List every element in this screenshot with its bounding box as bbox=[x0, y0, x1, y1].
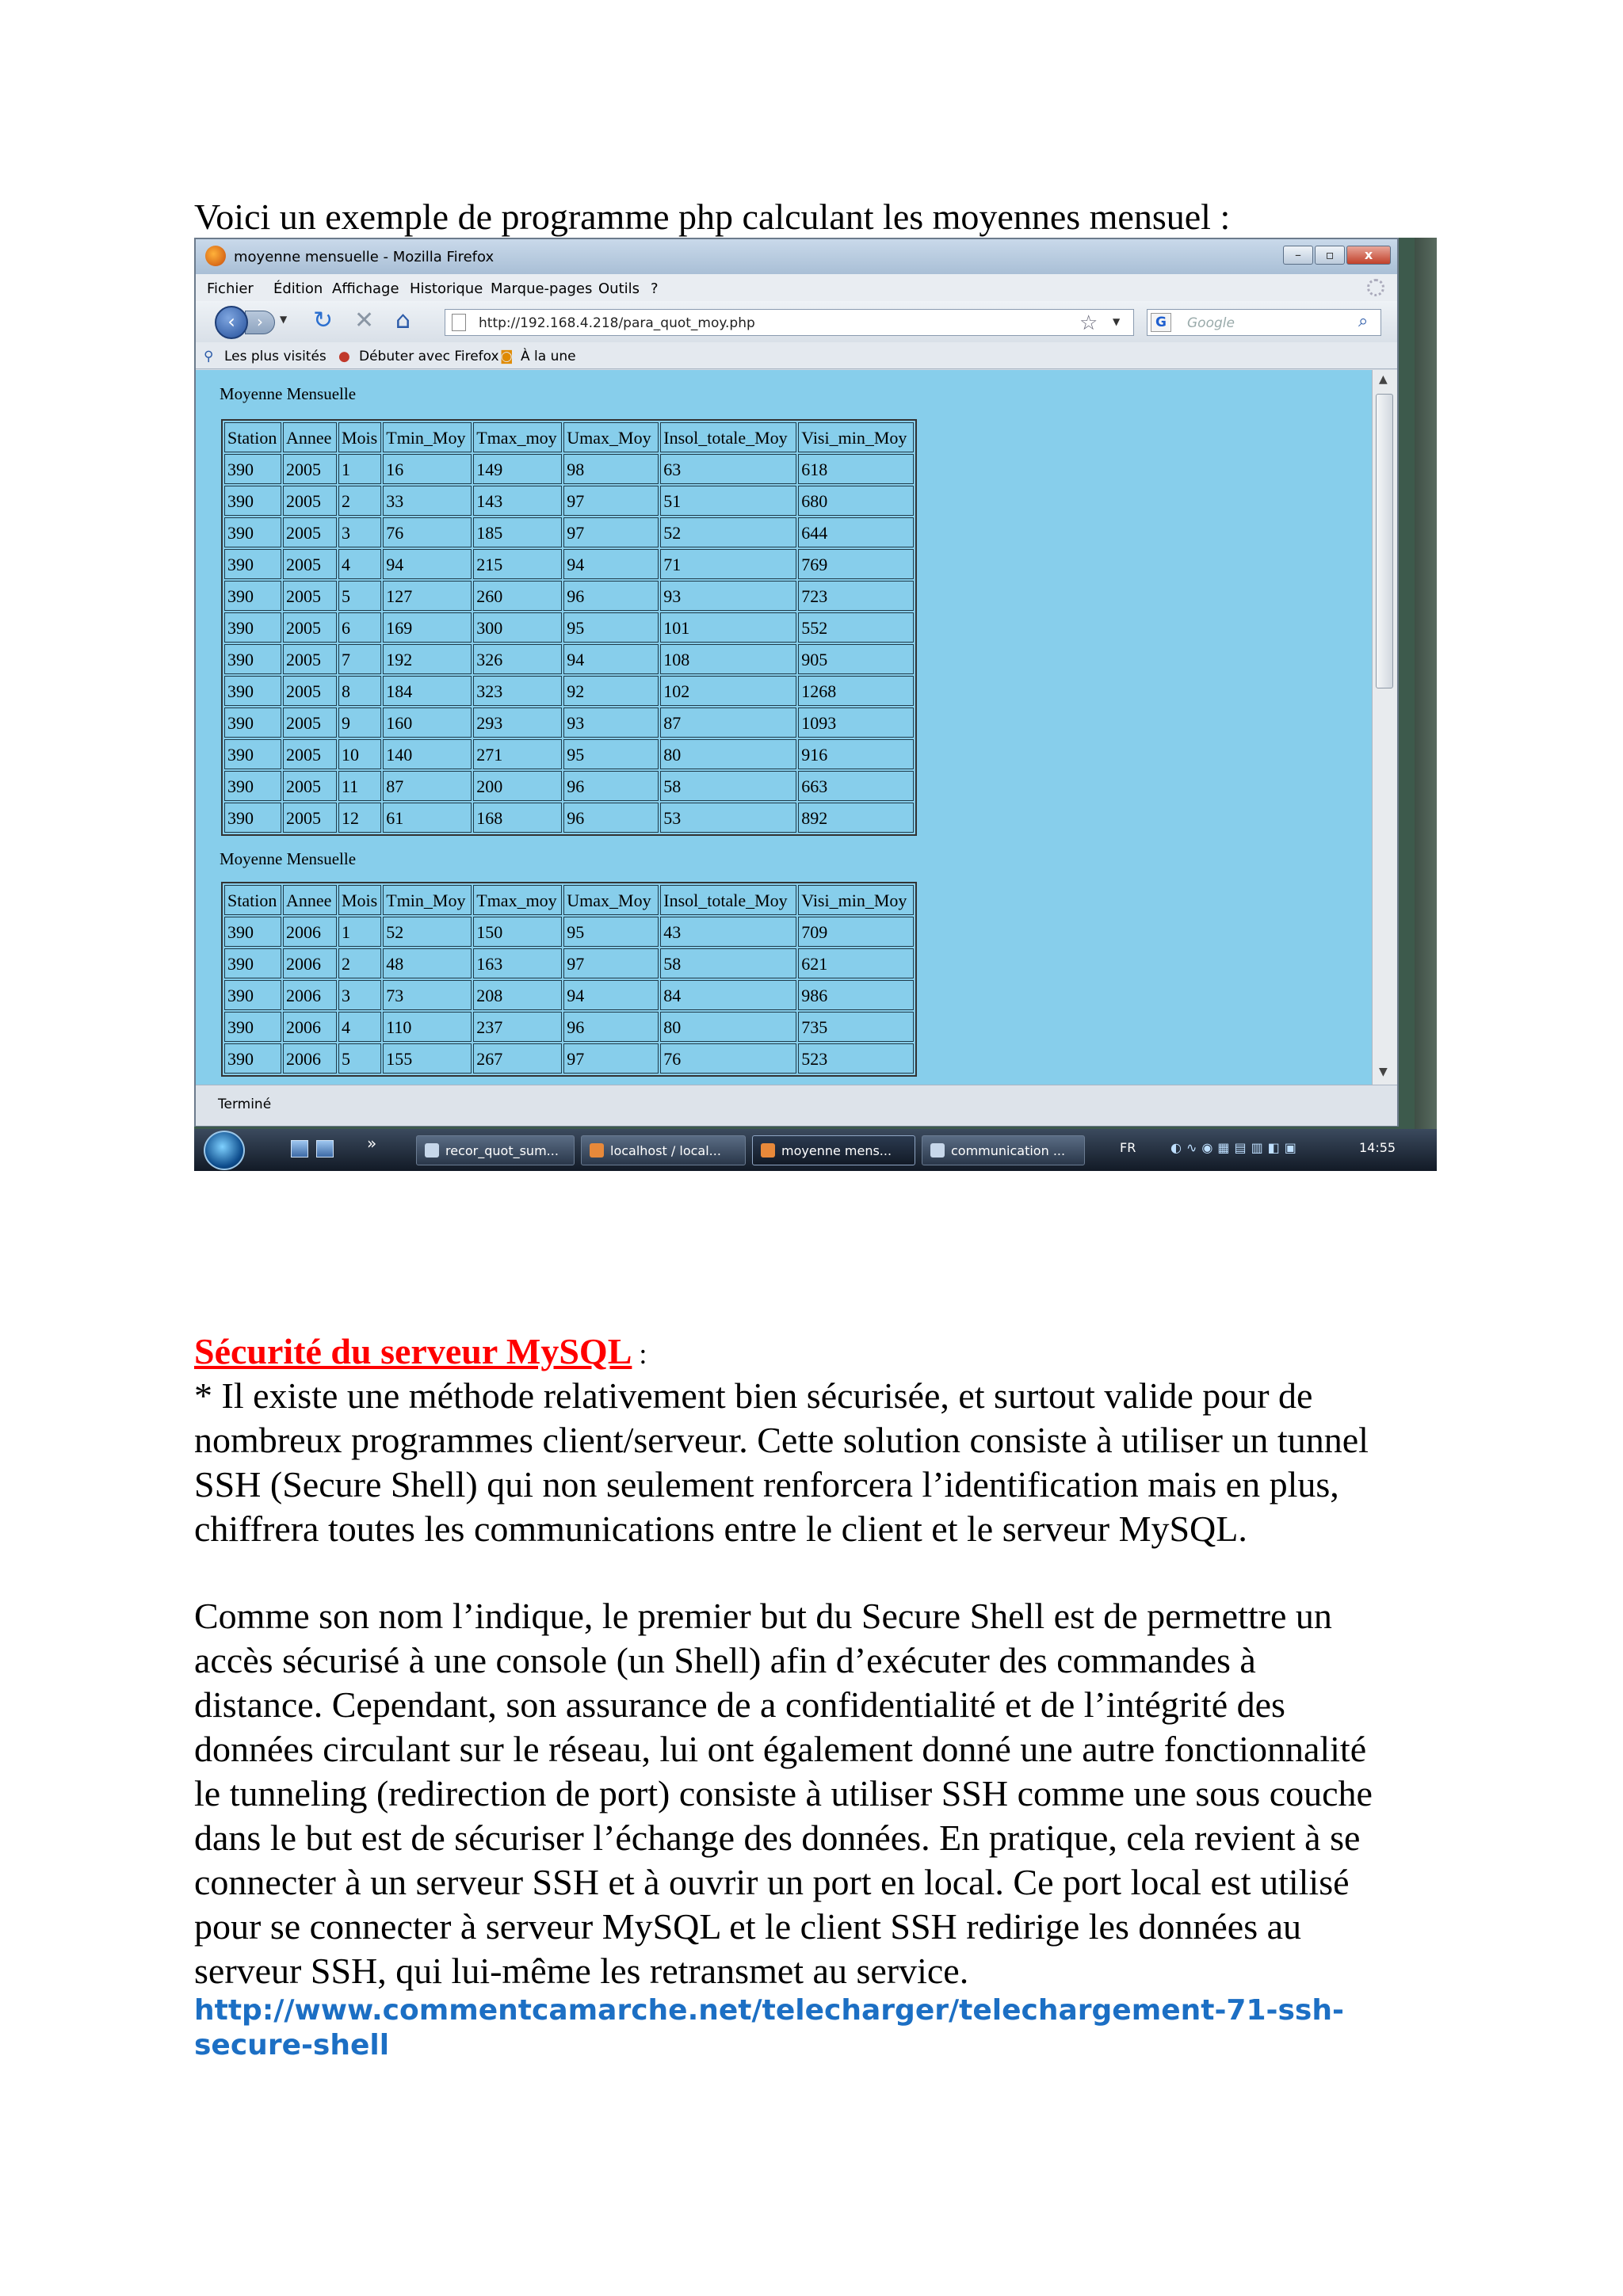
history-dropdown-icon[interactable]: ▼ bbox=[280, 314, 288, 325]
language-indicator[interactable]: FR bbox=[1120, 1140, 1136, 1155]
table-cell: 618 bbox=[798, 454, 914, 484]
rss-icon: ◙ bbox=[500, 349, 514, 364]
table-cell: 11 bbox=[338, 771, 381, 801]
paragraph-line: le tunneling (redirection de port) consiste à utiliser SSH comme une sous couche bbox=[194, 1773, 1373, 1814]
column-header: Station bbox=[224, 422, 281, 452]
page-content bbox=[196, 370, 1372, 1085]
bookmark-most-visited[interactable]: Les plus visités bbox=[224, 349, 327, 364]
column-header: Annee bbox=[283, 885, 337, 915]
table-cell: 2005 bbox=[283, 803, 337, 833]
navigation-toolbar bbox=[196, 301, 1397, 342]
table-cell: 2005 bbox=[283, 676, 337, 706]
table-cell: 5 bbox=[338, 1043, 381, 1074]
table-cell: 2 bbox=[338, 486, 381, 516]
table-cell: 87 bbox=[660, 707, 796, 738]
table-cell: 723 bbox=[798, 581, 914, 611]
browser-screenshot bbox=[194, 238, 1437, 1171]
table-cell: 390 bbox=[224, 707, 281, 738]
table-cell: 208 bbox=[473, 980, 562, 1010]
column-header: Mois bbox=[338, 885, 381, 915]
maximize-button[interactable]: ▫ bbox=[1315, 246, 1345, 265]
table-cell: 73 bbox=[383, 980, 472, 1010]
clock: 14:55 bbox=[1359, 1140, 1396, 1155]
table-cell: 58 bbox=[660, 771, 796, 801]
menu-help[interactable]: ? bbox=[651, 280, 659, 297]
search-bar[interactable] bbox=[1147, 309, 1381, 336]
table-row bbox=[224, 612, 914, 643]
table-cell: 709 bbox=[798, 917, 914, 947]
paragraph-1 bbox=[194, 1374, 1369, 1551]
column-header: Tmin_Moy bbox=[383, 422, 472, 452]
window-title: moyenne mensuelle - Mozilla Firefox bbox=[234, 249, 495, 265]
table-cell: 390 bbox=[224, 1012, 281, 1042]
back-button[interactable]: ‹ bbox=[215, 306, 248, 339]
table-cell: 4 bbox=[338, 1012, 381, 1042]
table-cell: 16 bbox=[383, 454, 472, 484]
table-cell: 1268 bbox=[798, 676, 914, 706]
firefox-icon bbox=[590, 1143, 604, 1158]
reload-icon[interactable]: ↻ bbox=[313, 307, 334, 334]
table-cell: 97 bbox=[563, 948, 659, 978]
status-bar bbox=[196, 1085, 1397, 1126]
table-cell: 2006 bbox=[283, 948, 337, 978]
table-cell: 390 bbox=[224, 803, 281, 833]
table-row bbox=[224, 644, 914, 674]
section-title: Sécurité du serveur MySQL bbox=[194, 1331, 632, 1371]
table-cell: 5 bbox=[338, 581, 381, 611]
table-cell: 2006 bbox=[283, 980, 337, 1010]
table-cell: 87 bbox=[383, 771, 472, 801]
monthly-averages-table-2005 bbox=[221, 419, 917, 836]
url-bar[interactable] bbox=[445, 309, 1134, 336]
table-cell: 390 bbox=[224, 549, 281, 579]
table-cell: 552 bbox=[798, 612, 914, 643]
table-row bbox=[224, 549, 914, 579]
taskbar bbox=[194, 1129, 1437, 1171]
bookmark-getting-started[interactable]: Débuter avec Firefox bbox=[359, 349, 499, 364]
table-cell: 169 bbox=[383, 612, 472, 643]
column-header: Annee bbox=[283, 422, 337, 452]
table-cell: 2005 bbox=[283, 739, 337, 769]
firefox-icon bbox=[205, 246, 226, 266]
table-cell: 163 bbox=[473, 948, 562, 978]
table-cell: 76 bbox=[383, 517, 472, 547]
table-cell: 2005 bbox=[283, 644, 337, 674]
table-cell: 237 bbox=[473, 1012, 562, 1042]
table-cell: 621 bbox=[798, 948, 914, 978]
table-row bbox=[224, 454, 914, 484]
table-cell: 300 bbox=[473, 612, 562, 643]
title-bar bbox=[196, 239, 1397, 274]
table-cell: 76 bbox=[660, 1043, 796, 1074]
menu-marque-pages[interactable]: Marque-pages bbox=[491, 280, 593, 297]
table-cell: 215 bbox=[473, 549, 562, 579]
menu-bar bbox=[196, 274, 1397, 301]
table-row bbox=[224, 980, 914, 1010]
url-dropdown-icon[interactable]: ▼ bbox=[1113, 316, 1121, 327]
start-button[interactable] bbox=[204, 1131, 245, 1170]
table-cell: 986 bbox=[798, 980, 914, 1010]
close-button[interactable]: x bbox=[1346, 246, 1391, 265]
paragraph-line: accès sécurisé à une console (un Shell) afin d’exécuter des commandes à bbox=[194, 1640, 1256, 1680]
table-cell: 102 bbox=[660, 676, 796, 706]
paragraph-line: * Il existe une méthode relativement bien sécurisée, et surtout valide pour de bbox=[194, 1375, 1313, 1416]
status-text: Terminé bbox=[218, 1097, 272, 1112]
table-cell: 390 bbox=[224, 676, 281, 706]
table-cell: 108 bbox=[660, 644, 796, 674]
table-row bbox=[224, 676, 914, 706]
table-cell: 2006 bbox=[283, 917, 337, 947]
taskbar-button[interactable]: localhost / local... bbox=[581, 1135, 746, 1165]
column-header: Tmax_moy bbox=[473, 885, 562, 915]
table-cell: 905 bbox=[798, 644, 914, 674]
page-icon bbox=[452, 314, 466, 331]
table-cell: 192 bbox=[383, 644, 472, 674]
table-cell: 10 bbox=[338, 739, 381, 769]
show-desktop-icon[interactable] bbox=[291, 1140, 308, 1158]
link-line[interactable]: http://www.commentcamarche.net/telecharger/telechargement-71-ssh- bbox=[194, 1994, 1344, 2027]
table-cell: 101 bbox=[660, 612, 796, 643]
table-row bbox=[224, 581, 914, 611]
table-cell: 96 bbox=[563, 803, 659, 833]
bookmark-star-icon[interactable]: ☆ bbox=[1079, 311, 1098, 335]
minimize-button[interactable]: – bbox=[1283, 246, 1313, 265]
table-cell: 390 bbox=[224, 948, 281, 978]
table-cell: 680 bbox=[798, 486, 914, 516]
table-cell: 110 bbox=[383, 1012, 472, 1042]
table-cell: 97 bbox=[563, 517, 659, 547]
table-cell: 98 bbox=[563, 454, 659, 484]
table-row bbox=[224, 1012, 914, 1042]
table-cell: 94 bbox=[383, 549, 472, 579]
table-cell: 390 bbox=[224, 1043, 281, 1074]
firefox-icon bbox=[761, 1143, 775, 1158]
system-tray-icons[interactable]: ◐∿◉▦▤▥◧▣ bbox=[1170, 1140, 1301, 1155]
table-cell: 155 bbox=[383, 1043, 472, 1074]
table-cell: 92 bbox=[563, 676, 659, 706]
table-title: Moyenne Mensuelle bbox=[220, 849, 357, 868]
google-engine-icon[interactable]: G bbox=[1151, 313, 1171, 332]
taskbar-button[interactable]: recor_quot_sum... bbox=[416, 1135, 575, 1165]
menu-edition[interactable]: Édition bbox=[273, 280, 323, 297]
table-cell: 94 bbox=[563, 549, 659, 579]
table-cell: 96 bbox=[563, 771, 659, 801]
table-cell: 84 bbox=[660, 980, 796, 1010]
table-cell: 48 bbox=[383, 948, 472, 978]
table-cell: 93 bbox=[563, 707, 659, 738]
scrollbar-thumb[interactable] bbox=[1376, 394, 1393, 688]
table-cell: 390 bbox=[224, 771, 281, 801]
table-cell: 390 bbox=[224, 454, 281, 484]
paragraph-line: dans le but est de sécuriser l’échange des données. En pratique, cela revient à se bbox=[194, 1817, 1361, 1858]
menu-affichage[interactable]: Affichage bbox=[332, 280, 399, 297]
document-icon bbox=[425, 1143, 439, 1158]
table-cell: 43 bbox=[660, 917, 796, 947]
table-cell: 93 bbox=[660, 581, 796, 611]
table-row bbox=[224, 948, 914, 978]
desktop-background bbox=[1415, 238, 1437, 1129]
table-cell: 6 bbox=[338, 612, 381, 643]
paragraph-line: SSH (Secure Shell) qui non seulement renforcera l’identification mais en plus, bbox=[194, 1464, 1339, 1505]
table-cell: 7 bbox=[338, 644, 381, 674]
menu-fichier[interactable]: Fichier bbox=[207, 280, 254, 297]
table-header-row bbox=[224, 422, 914, 452]
table-cell: 2005 bbox=[283, 486, 337, 516]
table-cell: 52 bbox=[383, 917, 472, 947]
table-cell: 323 bbox=[473, 676, 562, 706]
paragraph-2 bbox=[194, 1594, 1373, 1993]
table-cell: 96 bbox=[563, 581, 659, 611]
url-text: http://192.168.4.218/para_quot_moy.php bbox=[479, 315, 755, 331]
table-cell: 916 bbox=[798, 739, 914, 769]
table-cell: 63 bbox=[660, 454, 796, 484]
taskbar-overflow[interactable]: » bbox=[367, 1134, 377, 1153]
table-cell: 8 bbox=[338, 676, 381, 706]
table-cell: 2005 bbox=[283, 454, 337, 484]
bookmark-headlines[interactable]: À la une bbox=[521, 349, 576, 364]
table-cell: 140 bbox=[383, 739, 472, 769]
table-cell: 3 bbox=[338, 980, 381, 1010]
taskbar-button-active[interactable]: moyenne mens... bbox=[752, 1135, 915, 1165]
word-icon bbox=[930, 1143, 945, 1158]
forward-button[interactable]: › bbox=[245, 311, 275, 334]
table-row bbox=[224, 486, 914, 516]
table-row bbox=[224, 707, 914, 738]
search-placeholder: Google bbox=[1187, 315, 1235, 331]
table-cell: 61 bbox=[383, 803, 472, 833]
table-cell: 390 bbox=[224, 517, 281, 547]
table-cell: 51 bbox=[660, 486, 796, 516]
table-cell: 2005 bbox=[283, 771, 337, 801]
column-header: Umax_Moy bbox=[563, 885, 659, 915]
table-cell: 168 bbox=[473, 803, 562, 833]
table-row bbox=[224, 517, 914, 547]
scroll-down-icon[interactable]: ▼ bbox=[1379, 1066, 1388, 1078]
column-header: Tmax_moy bbox=[473, 422, 562, 452]
table-cell: 127 bbox=[383, 581, 472, 611]
reference-link[interactable] bbox=[194, 1993, 1344, 2063]
table-cell: 1 bbox=[338, 917, 381, 947]
table-cell: 2005 bbox=[283, 517, 337, 547]
table-cell: 160 bbox=[383, 707, 472, 738]
table-cell: 143 bbox=[473, 486, 562, 516]
table-cell: 80 bbox=[660, 1012, 796, 1042]
search-bookmark-icon: ⚲ bbox=[204, 349, 214, 364]
table-cell: 185 bbox=[473, 517, 562, 547]
table-cell: 1093 bbox=[798, 707, 914, 738]
table-cell: 3 bbox=[338, 517, 381, 547]
table-cell: 95 bbox=[563, 612, 659, 643]
table-cell: 96 bbox=[563, 1012, 659, 1042]
monthly-averages-table-2006 bbox=[221, 882, 917, 1077]
table-cell: 94 bbox=[563, 644, 659, 674]
table-row bbox=[224, 771, 914, 801]
table-cell: 4 bbox=[338, 549, 381, 579]
table-cell: 150 bbox=[473, 917, 562, 947]
column-header: Mois bbox=[338, 422, 381, 452]
table-cell: 2005 bbox=[283, 707, 337, 738]
table-cell: 390 bbox=[224, 739, 281, 769]
column-header: Umax_Moy bbox=[563, 422, 659, 452]
column-header: Insol_totale_Moy bbox=[660, 885, 796, 915]
paragraph-line: distance. Cependant, son assurance de a confidentialité et de l’intégrité des bbox=[194, 1684, 1285, 1725]
table-cell: 523 bbox=[798, 1043, 914, 1074]
vertical-scrollbar[interactable] bbox=[1372, 370, 1397, 1085]
table-title: Moyenne Mensuelle bbox=[220, 384, 357, 403]
paragraph-line: données circulant sur le réseau, lui ont également donné une autre fonctionnalité bbox=[194, 1729, 1367, 1769]
paragraph-line: connecter à un serveur SSH et à ouvrir un port en local. Ce port local est utilisé bbox=[194, 1862, 1350, 1902]
menu-historique[interactable]: Historique bbox=[410, 280, 483, 297]
paragraph-line: chiffrera toutes les communications entre le client et le serveur MySQL. bbox=[194, 1508, 1247, 1549]
table-cell: 80 bbox=[660, 739, 796, 769]
table-cell: 2006 bbox=[283, 1043, 337, 1074]
table-cell: 2005 bbox=[283, 612, 337, 643]
table-row bbox=[224, 803, 914, 833]
column-header: Station bbox=[224, 885, 281, 915]
menu-outils[interactable]: Outils bbox=[598, 280, 640, 297]
table-cell: 735 bbox=[798, 1012, 914, 1042]
table-cell: 2005 bbox=[283, 581, 337, 611]
switch-windows-icon[interactable] bbox=[316, 1140, 334, 1158]
table-cell: 390 bbox=[224, 980, 281, 1010]
column-header: Insol_totale_Moy bbox=[660, 422, 796, 452]
column-header: Visi_min_Moy bbox=[798, 422, 914, 452]
table-cell: 326 bbox=[473, 644, 562, 674]
scroll-up-icon[interactable]: ▲ bbox=[1379, 373, 1388, 386]
search-icon[interactable]: ⌕ bbox=[1358, 311, 1369, 331]
bookmarks-toolbar bbox=[196, 342, 1397, 369]
table-cell: 200 bbox=[473, 771, 562, 801]
table-cell: 58 bbox=[660, 948, 796, 978]
table-cell: 390 bbox=[224, 917, 281, 947]
table-cell: 390 bbox=[224, 581, 281, 611]
table-cell: 71 bbox=[660, 549, 796, 579]
taskbar-button[interactable]: communication ... bbox=[922, 1135, 1085, 1165]
table-cell: 33 bbox=[383, 486, 472, 516]
table-cell: 2005 bbox=[283, 549, 337, 579]
table-cell: 644 bbox=[798, 517, 914, 547]
table-header-row bbox=[224, 885, 914, 915]
stop-icon[interactable]: ✕ bbox=[354, 307, 375, 334]
table-cell: 53 bbox=[660, 803, 796, 833]
table-cell: 2 bbox=[338, 948, 381, 978]
paragraph-line: pour se connecter à serveur MySQL et le client SSH redirige les données au bbox=[194, 1906, 1302, 1947]
table-cell: 97 bbox=[563, 486, 659, 516]
column-header: Visi_min_Moy bbox=[798, 885, 914, 915]
table-cell: 95 bbox=[563, 739, 659, 769]
section-heading bbox=[194, 1329, 647, 1376]
table-cell: 271 bbox=[473, 739, 562, 769]
table-cell: 892 bbox=[798, 803, 914, 833]
table-cell: 260 bbox=[473, 581, 562, 611]
table-cell: 52 bbox=[660, 517, 796, 547]
firefox-window bbox=[194, 238, 1399, 1127]
table-cell: 390 bbox=[224, 486, 281, 516]
link-line[interactable]: secure-shell bbox=[194, 2029, 390, 2061]
column-header: Tmin_Moy bbox=[383, 885, 472, 915]
paragraph-line: nombreux programmes client/serveur. Cette solution consiste à utiliser un tunnel bbox=[194, 1420, 1369, 1460]
table-cell: 1 bbox=[338, 454, 381, 484]
table-cell: 390 bbox=[224, 612, 281, 643]
table-cell: 184 bbox=[383, 676, 472, 706]
table-cell: 293 bbox=[473, 707, 562, 738]
section-colon: : bbox=[632, 1338, 647, 1370]
intro-text: Voici un exemple de programme php calculant les moyennes mensuel : bbox=[194, 196, 1231, 237]
table-row bbox=[224, 739, 914, 769]
table-row bbox=[224, 1043, 914, 1074]
paragraph-line: serveur SSH, qui lui-même les retransmet au service. bbox=[194, 1951, 969, 1991]
table-cell: 769 bbox=[798, 549, 914, 579]
home-icon[interactable]: ⌂ bbox=[395, 307, 411, 334]
table-cell: 149 bbox=[473, 454, 562, 484]
firefox-bookmark-icon: ● bbox=[338, 349, 350, 364]
table-cell: 97 bbox=[563, 1043, 659, 1074]
table-row bbox=[224, 917, 914, 947]
table-cell: 267 bbox=[473, 1043, 562, 1074]
throbber-icon bbox=[1367, 279, 1384, 296]
table-cell: 2006 bbox=[283, 1012, 337, 1042]
paragraph-line: Comme son nom l’indique, le premier but du Secure Shell est de permettre un bbox=[194, 1596, 1332, 1636]
table-cell: 94 bbox=[563, 980, 659, 1010]
table-cell: 663 bbox=[798, 771, 914, 801]
table-cell: 390 bbox=[224, 644, 281, 674]
table-cell: 12 bbox=[338, 803, 381, 833]
table-cell: 95 bbox=[563, 917, 659, 947]
table-cell: 9 bbox=[338, 707, 381, 738]
